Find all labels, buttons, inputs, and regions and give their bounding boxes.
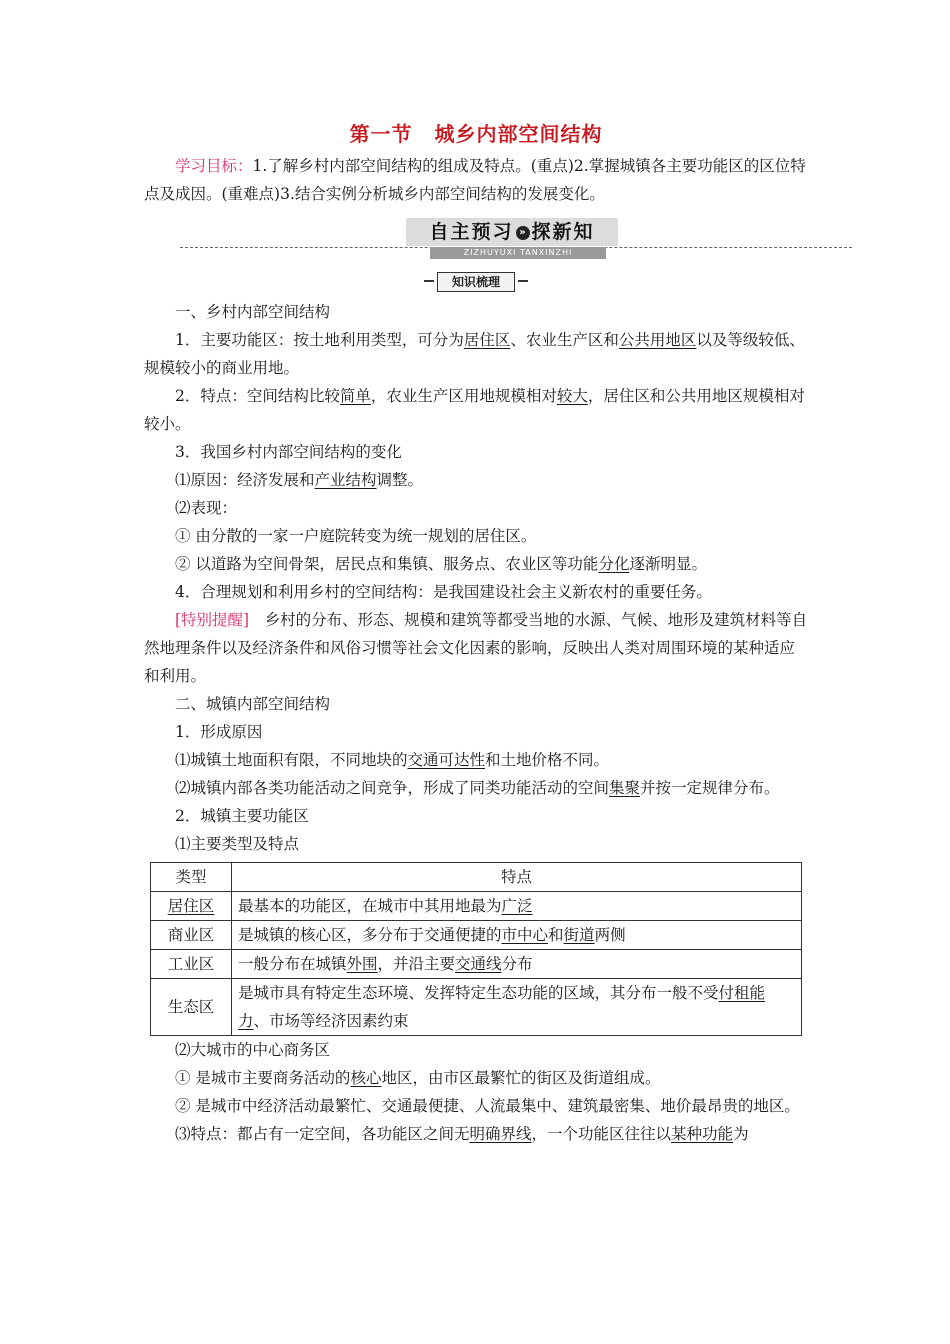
answer-blank: 核心 — [350, 1069, 382, 1087]
objectives-text: 1.了解乡村内部空间结构的组成及特点。(重点)2.掌握城镇各主要功能区的区位特点及成因。(重难点)3.结合实例分析城乡内部空间结构的发展变化。 — [144, 157, 806, 203]
text: 最基本的功能区，在城市中其用地最为 — [238, 897, 502, 915]
text: 1．主要功能区：按土地利用类型，可分为 — [175, 331, 464, 349]
knowledge-tag-row — [144, 272, 808, 294]
note-text: 乡村的分布、形态、规模和建筑等都受当地的水源、气候、地形及建筑材料等自然地理条件以及经济条件和风俗习惯等社会文化因素的影响，反映出人类对周围环境的某种适应和利用。 — [144, 611, 808, 685]
s2-paragraph-2b: ⑵大城市的中心商务区 — [175, 1041, 331, 1059]
answer-blank: 较大 — [556, 387, 588, 405]
page-title — [144, 118, 808, 147]
text: ，并沿主要 — [377, 955, 456, 973]
answer-blank: 外围 — [346, 955, 378, 973]
text: 、农业生产区和 — [510, 331, 619, 349]
knowledge-tag: 知识梳理 — [437, 272, 515, 292]
banner-title — [406, 218, 618, 246]
table-row — [151, 979, 802, 1036]
text: 逐渐明显。 — [629, 555, 707, 573]
answer-blank: 集聚 — [609, 779, 641, 797]
s2-paragraph-2: 2．城镇主要功能区 — [175, 807, 309, 825]
text: 一般分布在城镇 — [238, 955, 347, 973]
s1-paragraph-3a — [144, 466, 808, 494]
table-row — [151, 892, 802, 921]
answer-blank: 交通可达性 — [407, 751, 486, 769]
text: 2．特点：空间结构比较 — [175, 387, 340, 405]
answer-blank: 某种功能 — [671, 1125, 734, 1143]
text: 两侧 — [594, 926, 626, 944]
text: 并按一定规律分布。 — [640, 779, 780, 797]
answer-blank: 产业结构 — [314, 471, 377, 489]
document-page — [144, 118, 808, 1148]
table-cell-type: 工业区 — [151, 950, 232, 979]
learning-objectives — [144, 152, 808, 208]
s2-paragraph-1a — [144, 746, 808, 774]
text: 和 — [548, 926, 564, 944]
answer-blank: 明确界线 — [469, 1125, 532, 1143]
table-cell-feature — [232, 921, 802, 950]
table-row — [151, 950, 802, 979]
table-cell-type — [151, 892, 232, 921]
s2-paragraph-2e — [144, 1120, 808, 1148]
text: ⑶特点：都占有一定空间，各功能区之间无 — [175, 1125, 470, 1143]
s1-paragraph-4: 4．合理规划和利用乡村的空间结构：是我国建设社会主义新农村的重要任务。 — [175, 583, 712, 601]
banner-pinyin: ZIZHUYUXI TANXINZHI — [430, 247, 606, 259]
table-cell-type: 商业区 — [151, 921, 232, 950]
text: ⑴城镇土地面积有限，不同地块的 — [175, 751, 408, 769]
special-note — [144, 606, 808, 690]
text: ① 是城市主要商务活动的 — [175, 1069, 351, 1087]
banner-right-text: 探新知 — [531, 221, 595, 243]
answer-blank: 广泛 — [501, 897, 533, 915]
s1-paragraph-3c: ① 由分散的一家一户庭院转变为统一规划的居住区。 — [175, 527, 537, 545]
text: 为 — [733, 1125, 749, 1143]
text: 以及等级较低、规模较小的商业用地。 — [144, 331, 805, 377]
table-cell-type: 生态区 — [151, 979, 232, 1036]
text: 、市场等经济因素约束 — [253, 1012, 409, 1030]
answer-blank: 街道 — [563, 926, 595, 944]
text: ⑵城镇内部各类功能活动之间竞争，形成了同类功能活动的空间 — [175, 779, 610, 797]
title-section-number: 第一节 — [349, 122, 413, 146]
answer-blank: 交通线 — [455, 955, 502, 973]
s2-paragraph-1: 1．形成原因 — [175, 723, 263, 741]
text: 和土地价格不同。 — [485, 751, 610, 769]
s2-paragraph-2c — [144, 1064, 808, 1092]
section-banner — [144, 214, 808, 270]
section2-heading: 二、城镇内部空间结构 — [175, 695, 331, 713]
objectives-label: 学习目标： — [175, 157, 253, 175]
text: 地区，由市区最繁忙的街区及街道组成。 — [381, 1069, 661, 1087]
s1-paragraph-3b: ⑵表现： — [175, 499, 238, 517]
s1-paragraph-3: 3．我国乡村内部空间结构的变化 — [175, 443, 402, 461]
s1-paragraph-3d — [144, 550, 808, 578]
text: 是城镇的核心区，多分布于交通便捷的 — [238, 926, 502, 944]
table-header: 特点 — [232, 863, 802, 892]
title-text: 城乡内部空间结构 — [434, 122, 603, 146]
s1-paragraph-2 — [144, 382, 808, 438]
table-cell-feature — [232, 892, 802, 921]
text: ，农业生产区用地规模相对 — [370, 387, 557, 405]
text: 调整。 — [376, 471, 424, 489]
banner-left-text: 自主预习 — [429, 221, 514, 243]
table-cell-feature — [232, 950, 802, 979]
answer-blank: 居住区 — [167, 897, 215, 915]
table-header-row — [151, 863, 802, 892]
answer-blank: 简单 — [339, 387, 371, 405]
text: ，一个功能区往往以 — [531, 1125, 672, 1143]
table-header: 类型 — [151, 863, 232, 892]
answer-blank: 市中心 — [501, 926, 549, 944]
s2-paragraph-2a: ⑴主要类型及特点 — [175, 835, 300, 853]
table-cell-feature — [232, 979, 802, 1036]
function-zone-table — [150, 862, 802, 1036]
text: ，居住区和公共用地区规模相对较小。 — [144, 387, 805, 433]
answer-blank: 居住区 — [463, 331, 511, 349]
s2-paragraph-1b — [144, 774, 808, 802]
text: 是城市具有特定生态环境、发挥特定生态功能的区域，其分布一般不受 — [238, 984, 719, 1002]
text: ② 以道路为空间骨架，居民点和集镇、服务点、农业区等功能 — [175, 555, 599, 573]
text: ⑴原因：经济发展和 — [175, 471, 315, 489]
table-row — [151, 921, 802, 950]
note-label: [特别提醒] — [175, 611, 250, 629]
section1-heading: 一、乡村内部空间结构 — [175, 303, 331, 321]
answer-blank: 分化 — [598, 555, 630, 573]
s2-paragraph-2d: ② 是城市中经济活动最繁忙、交通最便捷、人流最集中、建筑最密集、地价最昂贵的地区。 — [175, 1097, 800, 1115]
answer-blank: 付租能力 — [238, 984, 766, 1030]
arrow-icon: » — [516, 226, 530, 240]
s1-paragraph-1 — [144, 326, 808, 382]
answer-blank: 公共用地区 — [618, 331, 697, 349]
text: 分布 — [501, 955, 533, 973]
